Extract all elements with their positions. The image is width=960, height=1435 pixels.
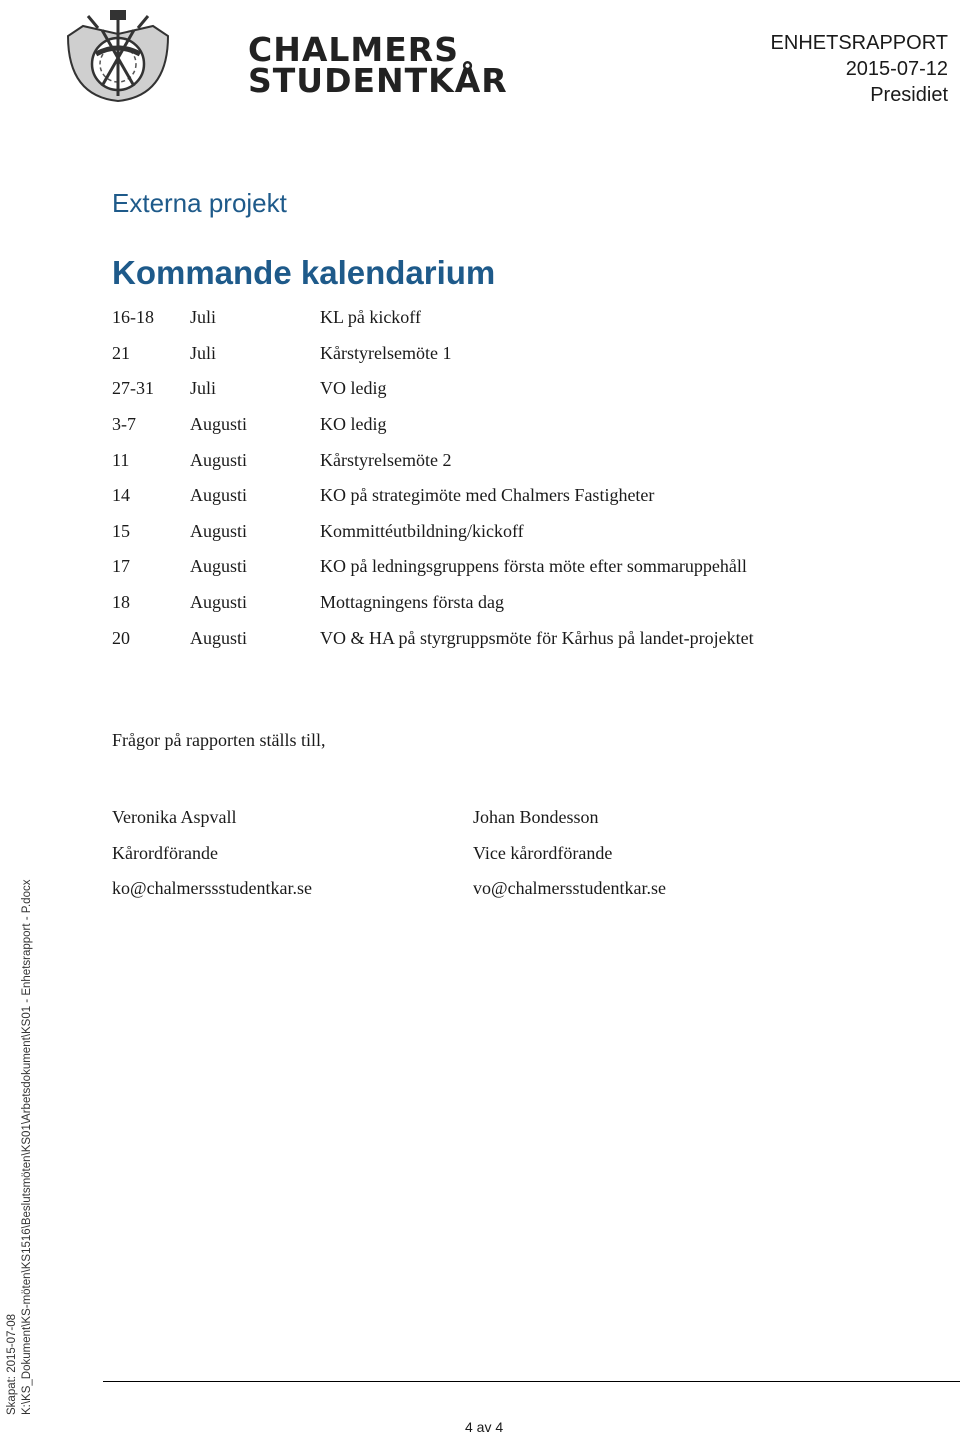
calendar-row <box>112 620 872 656</box>
calendar-day: 15 <box>112 520 130 541</box>
calendar-day: 11 <box>112 449 130 470</box>
page-number: 4 av 4 <box>465 1419 504 1435</box>
calendar-row <box>112 371 872 407</box>
calendar-day: 17 <box>112 556 130 577</box>
footer-divider <box>103 1381 960 1382</box>
calendar-event: Mottagningens första dag <box>320 592 504 613</box>
calendar-event: KO på strategimöte med Chalmers Fastigheter <box>320 485 655 506</box>
calendar-month: Augusti <box>190 449 248 470</box>
calendar-row <box>112 585 872 621</box>
calendar-day: 18 <box>112 592 130 613</box>
calendar-row <box>112 442 872 478</box>
calendar-day: 27-31 <box>112 378 154 399</box>
contact-card-2 <box>473 800 666 907</box>
calendar-event: KO på ledningsgruppens första möte efter sommaruppehåll <box>320 556 747 577</box>
calendar-month: Augusti <box>190 556 248 577</box>
calendar-day: 21 <box>112 342 130 363</box>
calendar-event: KO ledig <box>320 414 387 435</box>
contact-name: Johan Bondesson <box>473 807 599 827</box>
calendar-row <box>112 407 872 443</box>
calendar-day: 3-7 <box>112 414 136 435</box>
report-unit: Presidiet <box>870 84 948 106</box>
logo-wordmark <box>248 30 508 100</box>
calendar-day: 20 <box>112 627 130 648</box>
calendar-row <box>112 514 872 550</box>
section-title: Kommande kalendarium <box>112 254 496 291</box>
calendar-row <box>112 478 872 514</box>
contact-role: Vice kårordförande <box>473 842 613 863</box>
calendar-table <box>112 300 872 656</box>
calendar-event: VO ledig <box>320 378 387 399</box>
logo-line-1: CHALMERS <box>248 30 459 69</box>
document-path-sidebar <box>5 870 37 1415</box>
contact-email[interactable]: vo@chalmersstudentkar.se <box>473 878 667 898</box>
contact-card-1 <box>112 800 312 907</box>
contact-email[interactable]: ko@chalmerssstudentkar.se <box>112 878 313 898</box>
calendar-row <box>112 300 872 336</box>
calendar-day: 14 <box>112 485 130 506</box>
calendar-event: KL på kickoff <box>320 307 421 328</box>
calendar-row <box>112 549 872 585</box>
avancez-emblem-icon <box>58 6 178 106</box>
logo-line-2: STUDENTKÅR <box>248 61 508 100</box>
chalmers-studentkar-logo <box>58 6 508 106</box>
calendar-month: Augusti <box>190 485 248 506</box>
calendar-month: Juli <box>190 307 217 328</box>
calendar-month: Juli <box>190 378 217 399</box>
calendar-event: Kommittéutbildning/kickoff <box>320 520 524 541</box>
report-date: 2015-07-12 <box>845 58 948 80</box>
calendar-month: Augusti <box>190 414 248 435</box>
section-subheading: Externa projekt <box>112 188 287 218</box>
calendar-event: Kårstyrelsemöte 2 <box>320 449 452 470</box>
calendar-event: Kårstyrelsemöte 1 <box>320 342 452 363</box>
calendar-month: Juli <box>190 342 217 363</box>
calendar-event: VO & HA på styrgruppsmöte för Kårhus på landet-projektet <box>320 627 754 648</box>
report-type: ENHETSRAPPORT <box>770 32 948 54</box>
file-path: K:\KS_Dokument\KS-möten\KS1516\Beslutsmöten\KS01\Arbetsdokument\KS01 - Enhetsrapport - P.docx <box>21 879 33 1415</box>
calendar-day: 16-18 <box>112 307 154 328</box>
contact-role: Kårordförande <box>112 842 218 863</box>
calendar-month: Augusti <box>190 592 248 613</box>
report-header <box>771 30 948 108</box>
contact-intro: Frågor på rapporten ställs till, <box>112 730 326 750</box>
calendar-month: Augusti <box>190 520 248 541</box>
calendar-month: Augusti <box>190 627 248 648</box>
contact-name: Veronika Aspvall <box>112 807 237 827</box>
calendar-row <box>112 336 872 372</box>
created-date: Skapat: 2015-07-08 <box>6 1313 18 1415</box>
